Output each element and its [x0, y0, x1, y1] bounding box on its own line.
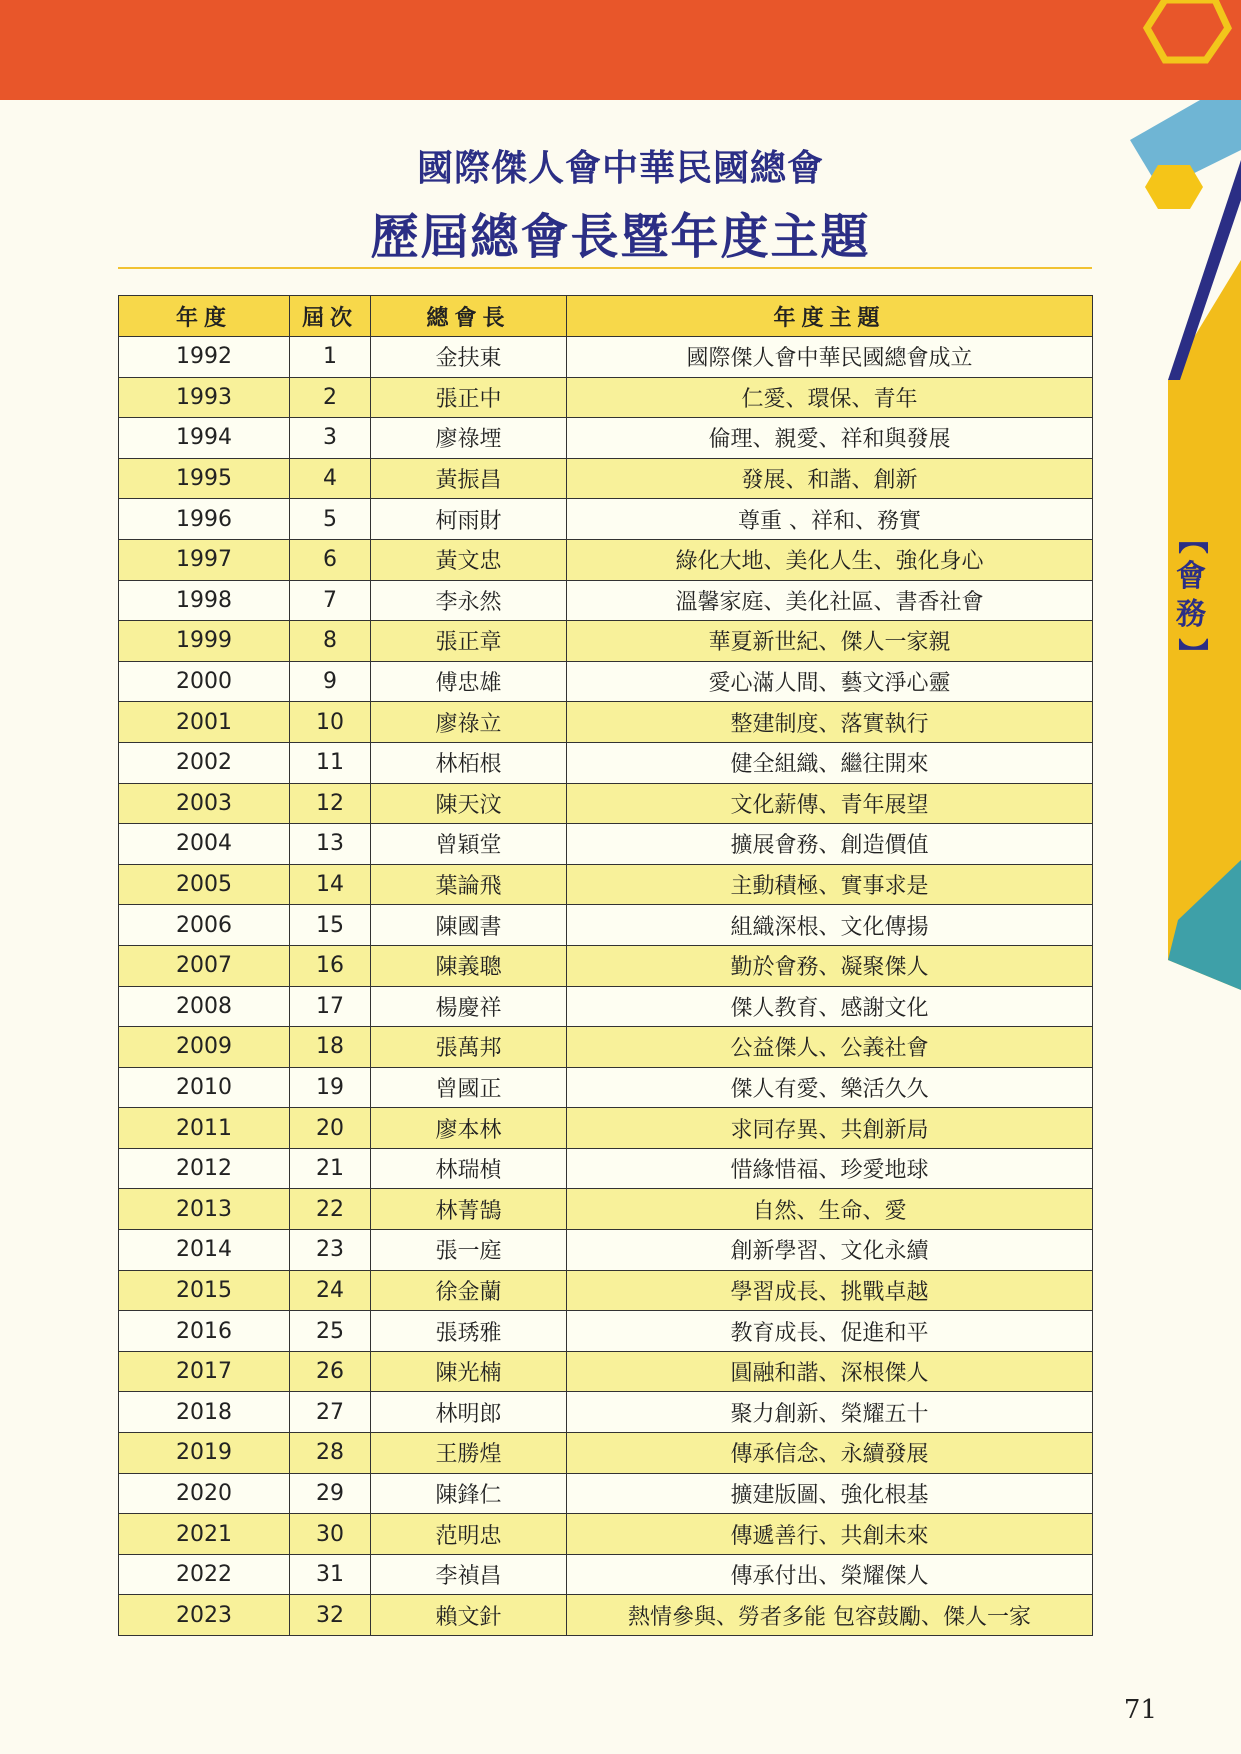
- cell-president: 廖本林: [371, 1108, 567, 1149]
- table-row: [119, 458, 1093, 499]
- tab-bracket-open: 【: [1174, 524, 1209, 554]
- cell-year: 2003: [119, 783, 290, 824]
- cell-year: 2013: [119, 1189, 290, 1230]
- hexagon-outline: [1147, 0, 1228, 60]
- cell-year: 1995: [119, 458, 290, 499]
- table-row: [119, 986, 1093, 1027]
- cell-year: 2007: [119, 945, 290, 986]
- cell-term: 8: [290, 621, 371, 662]
- cell-theme: 自然、生命、愛: [567, 1189, 1093, 1230]
- table-row: [119, 377, 1093, 418]
- cell-president: 陳國書: [371, 905, 567, 946]
- cell-president: 曾國正: [371, 1067, 567, 1108]
- cell-theme: 圓融和諧、深根傑人: [567, 1351, 1093, 1392]
- cell-year: 2006: [119, 905, 290, 946]
- cell-theme: 傳承信念、永續發展: [567, 1433, 1093, 1474]
- cell-president: 李禎昌: [371, 1554, 567, 1595]
- cell-president: 陳鋒仁: [371, 1473, 567, 1514]
- table-row: [119, 1351, 1093, 1392]
- cell-term: 31: [290, 1554, 371, 1595]
- cell-year: 2005: [119, 864, 290, 905]
- table-row: [119, 1311, 1093, 1352]
- tab-char: 會: [1176, 559, 1206, 594]
- cell-term: 2: [290, 377, 371, 418]
- cell-theme: 擴建版圖、強化根基: [567, 1473, 1093, 1514]
- cell-president: 張正中: [371, 377, 567, 418]
- cell-theme: 傳承付出、榮耀傑人: [567, 1554, 1093, 1595]
- page-number: 71: [1123, 1695, 1157, 1725]
- cell-president: 陳義聰: [371, 945, 567, 986]
- table-row: [119, 905, 1093, 946]
- cell-year: 2004: [119, 824, 290, 865]
- cell-term: 10: [290, 702, 371, 743]
- cell-year: 2018: [119, 1392, 290, 1433]
- table-row: [119, 337, 1093, 378]
- cell-term: 4: [290, 458, 371, 499]
- cell-theme: 擴展會務、創造價值: [567, 824, 1093, 865]
- cell-theme: 公益傑人、公義社會: [567, 1027, 1093, 1068]
- table-row: [119, 1270, 1093, 1311]
- table-row: [119, 864, 1093, 905]
- cell-year: 1999: [119, 621, 290, 662]
- cell-year: 2017: [119, 1351, 290, 1392]
- cell-president: 廖祿立: [371, 702, 567, 743]
- table-body: [119, 337, 1093, 1636]
- cell-term: 11: [290, 742, 371, 783]
- cell-president: 陳光楠: [371, 1351, 567, 1392]
- cell-president: 黃振昌: [371, 458, 567, 499]
- table-row: [119, 621, 1093, 662]
- table-row: [119, 1514, 1093, 1555]
- cell-theme: 文化薪傳、青年展望: [567, 783, 1093, 824]
- cell-term: 6: [290, 539, 371, 580]
- header-year: 年度: [119, 296, 290, 337]
- cell-term: 32: [290, 1595, 371, 1636]
- table-row: [119, 661, 1093, 702]
- table-row: [119, 1148, 1093, 1189]
- cell-year: 1994: [119, 418, 290, 459]
- cell-term: 14: [290, 864, 371, 905]
- cell-year: 2015: [119, 1270, 290, 1311]
- cell-term: 25: [290, 1311, 371, 1352]
- header-president: 總會長: [371, 296, 567, 337]
- cell-year: 2020: [119, 1473, 290, 1514]
- cell-theme: 聚力創新、榮耀五十: [567, 1392, 1093, 1433]
- cell-year: 1992: [119, 337, 290, 378]
- cell-theme: 綠化大地、美化人生、強化身心: [567, 539, 1093, 580]
- cell-theme: 尊重 、祥和、務實: [567, 499, 1093, 540]
- cell-year: 2009: [119, 1027, 290, 1068]
- cell-theme: 學習成長、挑戰卓越: [567, 1270, 1093, 1311]
- cell-year: 2021: [119, 1514, 290, 1555]
- cell-term: 20: [290, 1108, 371, 1149]
- cell-president: 張琇雅: [371, 1311, 567, 1352]
- cell-term: 29: [290, 1473, 371, 1514]
- cell-theme: 勤於會務、凝聚傑人: [567, 945, 1093, 986]
- table-row: [119, 824, 1093, 865]
- cell-president: 范明忠: [371, 1514, 567, 1555]
- table-row: [119, 1392, 1093, 1433]
- cell-president: 傅忠雄: [371, 661, 567, 702]
- header-theme: 年度主題: [567, 296, 1093, 337]
- cell-term: 27: [290, 1392, 371, 1433]
- cell-term: 16: [290, 945, 371, 986]
- cell-theme: 愛心滿人間、藝文淨心靈: [567, 661, 1093, 702]
- cell-year: 1998: [119, 580, 290, 621]
- cell-theme: 主動積極、實事求是: [567, 864, 1093, 905]
- cell-term: 30: [290, 1514, 371, 1555]
- cell-president: 徐金蘭: [371, 1270, 567, 1311]
- cell-theme: 傑人教育、感謝文化: [567, 986, 1093, 1027]
- cell-term: 1: [290, 337, 371, 378]
- cell-term: 24: [290, 1270, 371, 1311]
- tab-char: 務: [1176, 597, 1206, 632]
- cell-term: 17: [290, 986, 371, 1027]
- cell-year: 2023: [119, 1595, 290, 1636]
- cell-president: 楊慶祥: [371, 986, 567, 1027]
- cell-theme: 惜緣惜福、珍愛地球: [567, 1148, 1093, 1189]
- table-row: [119, 1230, 1093, 1271]
- cell-year: 2016: [119, 1311, 290, 1352]
- cell-theme: 仁愛、環保、青年: [567, 377, 1093, 418]
- title-underline: [118, 267, 1092, 269]
- table-row: [119, 418, 1093, 459]
- cell-theme: 國際傑人會中華民國總會成立: [567, 337, 1093, 378]
- section-tab: [1166, 520, 1216, 672]
- cell-theme: 發展、和諧、創新: [567, 458, 1093, 499]
- cell-president: 金扶東: [371, 337, 567, 378]
- cell-year: 2022: [119, 1554, 290, 1595]
- cell-year: 2001: [119, 702, 290, 743]
- cell-president: 張一庭: [371, 1230, 567, 1271]
- table-row: [119, 499, 1093, 540]
- cell-president: 柯雨財: [371, 499, 567, 540]
- cell-theme: 華夏新世紀、傑人一家親: [567, 621, 1093, 662]
- table-row: [119, 1433, 1093, 1474]
- cell-theme: 整建制度、落實執行: [567, 702, 1093, 743]
- cell-theme: 傳遞善行、共創未來: [567, 1514, 1093, 1555]
- cell-president: 葉論飛: [371, 864, 567, 905]
- cell-term: 22: [290, 1189, 371, 1230]
- table-row: [119, 539, 1093, 580]
- org-title: 國際傑人會中華民國總會: [416, 147, 824, 189]
- cell-year: 2010: [119, 1067, 290, 1108]
- cell-theme: 傑人有愛、樂活久久: [567, 1067, 1093, 1108]
- cell-president: 賴文針: [371, 1595, 567, 1636]
- cell-term: 28: [290, 1433, 371, 1474]
- table-row: [119, 1189, 1093, 1230]
- cell-term: 19: [290, 1067, 371, 1108]
- cell-term: 3: [290, 418, 371, 459]
- cell-term: 23: [290, 1230, 371, 1271]
- cell-term: 26: [290, 1351, 371, 1392]
- cell-theme: 教育成長、促進和平: [567, 1311, 1093, 1352]
- cell-year: 2008: [119, 986, 290, 1027]
- cell-president: 林菁鵠: [371, 1189, 567, 1230]
- cell-president: 廖祿堙: [371, 418, 567, 459]
- cell-theme: 健全組織、繼往開來: [567, 742, 1093, 783]
- cell-president: 黃文忠: [371, 539, 567, 580]
- cell-president: 張萬邦: [371, 1027, 567, 1068]
- cell-theme: 創新學習、文化永續: [567, 1230, 1093, 1271]
- cell-year: 2014: [119, 1230, 290, 1271]
- table-row: [119, 1108, 1093, 1149]
- cell-theme: 倫理、親愛、祥和與發展: [567, 418, 1093, 459]
- cell-theme: 溫馨家庭、美化社區、書香社會: [567, 580, 1093, 621]
- cell-president: 張正章: [371, 621, 567, 662]
- table-row: [119, 1473, 1093, 1514]
- cell-president: 李永然: [371, 580, 567, 621]
- cell-term: 12: [290, 783, 371, 824]
- cell-year: 2012: [119, 1148, 290, 1189]
- tab-bracket-close: 】: [1174, 638, 1209, 668]
- cell-theme: 求同存異、共創新局: [567, 1108, 1093, 1149]
- cell-term: 9: [290, 661, 371, 702]
- cell-president: 曾穎堂: [371, 824, 567, 865]
- cell-president: 陳天汶: [371, 783, 567, 824]
- table-row: [119, 783, 1093, 824]
- cell-year: 2000: [119, 661, 290, 702]
- cell-term: 5: [290, 499, 371, 540]
- table-row: [119, 1027, 1093, 1068]
- table-row: [119, 702, 1093, 743]
- cell-president: 王勝煌: [371, 1433, 567, 1474]
- table-row: [119, 1554, 1093, 1595]
- cell-year: 1996: [119, 499, 290, 540]
- cell-year: 2011: [119, 1108, 290, 1149]
- cell-term: 18: [290, 1027, 371, 1068]
- table-row: [119, 742, 1093, 783]
- cell-year: 1997: [119, 539, 290, 580]
- cell-theme: 熱情參與、勞者多能 包容鼓勵、傑人一家: [567, 1595, 1093, 1636]
- cell-year: 2019: [119, 1433, 290, 1474]
- cell-term: 15: [290, 905, 371, 946]
- cell-term: 21: [290, 1148, 371, 1189]
- cell-term: 7: [290, 580, 371, 621]
- page-title: 歷屆總會長暨年度主題: [370, 209, 871, 265]
- cell-president: 林明郎: [371, 1392, 567, 1433]
- cell-year: 1993: [119, 377, 290, 418]
- table-row: [119, 1595, 1093, 1636]
- cell-president: 林栢根: [371, 742, 567, 783]
- cell-president: 林瑞楨: [371, 1148, 567, 1189]
- cell-year: 2002: [119, 742, 290, 783]
- table-row: [119, 1067, 1093, 1108]
- header-term: 屆次: [290, 296, 371, 337]
- table-row: [119, 580, 1093, 621]
- presidents-table: [118, 295, 1093, 1636]
- cell-theme: 組織深根、文化傳揚: [567, 905, 1093, 946]
- table-header-row: [119, 296, 1093, 337]
- cell-term: 13: [290, 824, 371, 865]
- table-row: [119, 945, 1093, 986]
